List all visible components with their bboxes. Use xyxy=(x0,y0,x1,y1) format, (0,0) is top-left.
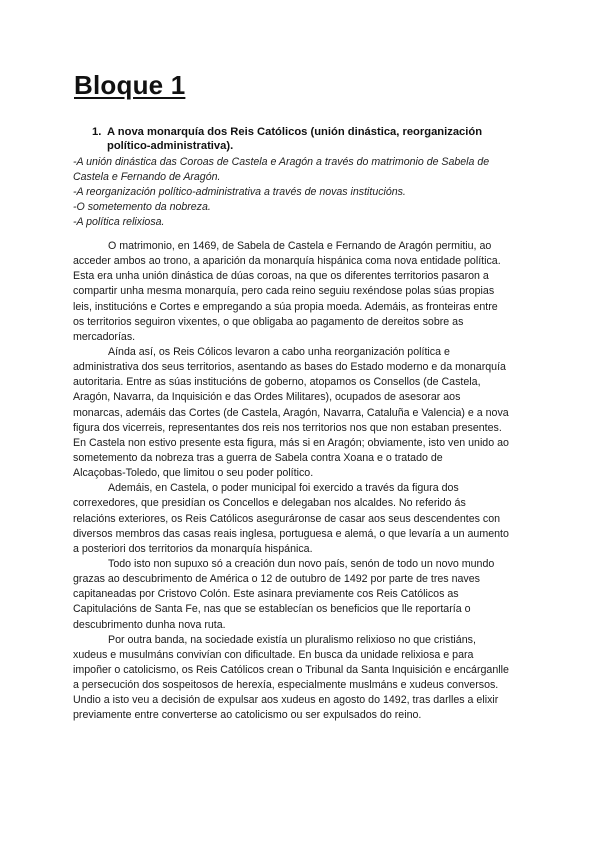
paragraph-line: Undio a isto veu a decisión de expulsar aos xudeus en agosto do 1492, tras darlles a elixir xyxy=(73,694,499,707)
paragraph-line: compartir unha mesma monarquía, pero cada reino seguiu rexéndose polas súas propias xyxy=(73,285,495,298)
paragraph-line: relacións exteriores, os Reis Católicos aseguráronse de casar aos seus descendentes con xyxy=(73,512,501,525)
paragraph-line: En Castela non estivo presente esta figura, más si en Aragón; obviamente, isto ven unido ao xyxy=(73,436,509,449)
paragraph-line: O matrimonio, en 1469, de Sabela de Castela e Fernando de Aragón permitiu, ao xyxy=(108,240,492,252)
paragraph-line: a persecución dos sospeitosos de herexía, especialmente muslmáns e xudeus conversos. xyxy=(73,679,499,692)
paragraph-line: monarcas, ademáis das Cortes (de Castela, Aragón, Navarra, Cataluña e Valencia) e a nova xyxy=(73,406,509,419)
paragraph-line: Aínda así, os Reis Cólicos levaron a cabo unha reorganización política e xyxy=(108,345,450,358)
section-heading-line-2: político-administrativa). xyxy=(107,140,234,152)
summary-item: -A unión dinástica das Coroas de Castela e Aragón a través do matrimonio de Sabela de xyxy=(73,156,490,168)
section-number: 1. xyxy=(92,126,102,138)
paragraph-line: leis, institucións e Cortes e empregando a súa propia moeda. Ademáis, as fronteiras entre xyxy=(73,300,498,313)
paragraph-line: impoñer o catolicismo, os Reis Católicos crean o Tribunal da Santa Inquisición e encárganlle xyxy=(73,663,509,676)
paragraph-line: sometemento da nobreza tras a guerra de Sabela contra Xoana e o tratado de xyxy=(73,451,443,464)
paragraph-line: mercadorías. xyxy=(73,330,136,343)
summary-item: -A reorganización político-administrativa a través de novas institucións. xyxy=(73,186,406,198)
paragraph-line: Aragón, Navarra, da Inquisición e das Ordes Militares), ocupados de asesorar aos xyxy=(73,391,461,404)
section-heading-line-1: A nova monarquía dos Reis Católicos (unión dinástica, reorganización xyxy=(107,126,483,138)
paragraph-line: Por outra banda, na sociedade existía un pluralismo relixioso no que cristiáns, xyxy=(108,633,476,646)
paragraph-line: acceder ambos ao trono, a aparición da monarquía hispánica coma nova entidade política. xyxy=(73,255,501,268)
paragraph-line: descubrimento dunha nova ruta. xyxy=(73,618,226,631)
body-text xyxy=(73,239,529,724)
summary-item: -O sometemento da nobreza. xyxy=(73,201,211,213)
paragraph-line: previamente entre converterse ao catolicismo ou ser expulsados do reino. xyxy=(73,709,422,722)
paragraph-line: os territorios seguiron vixentes, o que obligaba ao pagamento de dereitos sobre as xyxy=(73,315,464,328)
section-heading xyxy=(92,125,512,153)
summary-list xyxy=(73,155,523,230)
paragraph-line: figura dos vicerreis, representantes dos reis nos territorios nos que non estaban presentes. xyxy=(73,421,502,434)
summary-item: -A política relixiosa. xyxy=(73,216,165,228)
paragraph-line: correxedores, que presidían os Concellos e delegaban nos alcaldes. No referido ás xyxy=(73,497,466,510)
paragraph-line: administrativa dos seus territorios, asentando as bases do Estado moderno e da monarquía xyxy=(73,361,506,374)
summary-item: Castela e Fernando de Aragón. xyxy=(73,171,221,183)
paragraph-line: capitaneadas por Cristovo Colón. Este asinara previamente cos Reis Católicos as xyxy=(73,588,459,601)
paragraph-line: Todo isto non supuxo só a creación dun novo país, senón de todo un novo mundo xyxy=(108,557,495,570)
paragraph-line: grazas ao descubrimento de América o 12 de outubro de 1492 por parte de tres naves xyxy=(73,573,480,586)
paragraph-line: diversos membros das casas reais inglesa, portuguesa e alemá, o que levaría a un aumento xyxy=(73,527,509,540)
paragraph-line: a posteriori dos territorios da monarquía hispánica. xyxy=(73,542,313,555)
paragraph-line: xudeus e musulmáns convivían con dificultade. En busca da unidade relixiosa e para xyxy=(73,648,474,661)
paragraph-line: Ademáis, en Castela, o poder municipal foi exercido a través da figura dos xyxy=(108,482,459,495)
paragraph-line: Capitulacións de Santa Fe, nas que se establecían os beneficios que lle reportaría o xyxy=(73,603,471,616)
paragraph-line: Esta era unha unión dinástica de dúas coroas, na que os diferentes territorios pasaron a xyxy=(73,270,489,283)
paragraph-line: autoritaria. Entre as súas institucións de goberno, atopamos os Consellos (de Castela, xyxy=(73,376,481,389)
paragraph-line: Alcaçobas-Toledo, que limitou o seu poder político. xyxy=(73,467,314,480)
page-title: Bloque 1 xyxy=(74,70,186,100)
